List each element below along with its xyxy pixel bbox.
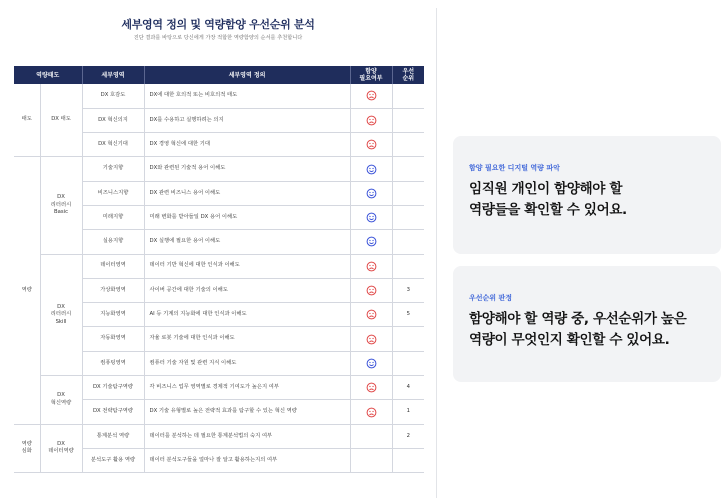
- cell-sub-area: DX 전략탐구역량: [82, 400, 144, 424]
- cell-definition: 자율 로봇 기술에 대한 인식과 이해도: [144, 327, 350, 351]
- cell-need: [350, 108, 392, 132]
- cell-sub-area: 가상화영역: [82, 278, 144, 302]
- card-label-priority: 우선순위 판정: [469, 294, 513, 302]
- group-data-competency: DX 데이터역량: [40, 424, 82, 473]
- header-priority-label: 우선 순위: [402, 68, 415, 82]
- cell-sub-area: 미래지향: [82, 205, 144, 229]
- report-title: 세부영역 정의 및 역량함양 우선순위 분석: [121, 18, 315, 31]
- cell-priority: 4: [392, 376, 424, 400]
- cell-need: [350, 448, 392, 472]
- cell-priority: [392, 108, 424, 132]
- card-label-identify: 함양 필요한 디지털 역량 파악: [469, 164, 560, 172]
- group-literacy-skill: DX 리터러시 Skill: [40, 254, 82, 375]
- cell-definition: DX에 대한 호의적 또는 비호의적 태도: [144, 84, 350, 108]
- sad-face-icon: [366, 261, 377, 272]
- cell-definition: 사이버 공간에 대한 기술의 이해도: [144, 278, 350, 302]
- cell-priority: 5: [392, 303, 424, 327]
- cell-definition: DX와 관련된 기술적 용어 이해도: [144, 157, 350, 181]
- cell-need: [350, 205, 392, 229]
- cell-definition: 각 비즈니스 업무 영역별로 경제적 기여도가 높은지 여부: [144, 376, 350, 400]
- cell-sub-area: 실용지향: [82, 230, 144, 254]
- sad-face-icon: [366, 115, 377, 126]
- cell-need: [350, 424, 392, 448]
- cell-sub-area: DX 혁신의지: [82, 108, 144, 132]
- group-attitude: 태도: [14, 84, 40, 157]
- cell-need: [350, 400, 392, 424]
- vertical-divider: [436, 8, 437, 498]
- group-literacy-basic: DX 리터러시 Basic: [40, 157, 82, 254]
- cell-need: [350, 351, 392, 375]
- cell-definition: DX 실행에 필요한 용어 이해도: [144, 230, 350, 254]
- header-need: [350, 66, 392, 84]
- table-row: [14, 254, 424, 278]
- cell-sub-area: 지능화영역: [82, 303, 144, 327]
- cell-priority: 3: [392, 278, 424, 302]
- table-row: [14, 157, 424, 181]
- competency-table: [14, 66, 424, 473]
- cell-need: [350, 278, 392, 302]
- feature-card-identify: [453, 136, 721, 254]
- cell-sub-area: DX 기술탐구역량: [82, 376, 144, 400]
- cell-need: [350, 254, 392, 278]
- sad-face-icon: [366, 334, 377, 345]
- header-attitude: 역량태도: [14, 66, 82, 84]
- cell-need: [350, 84, 392, 108]
- smile-face-icon: [366, 236, 377, 247]
- smile-face-icon: [366, 188, 377, 199]
- report-subtitle: 진단 결과를 바탕으로 당신에게 가장 적합한 역량함양의 순서를 추천합니다: [133, 35, 303, 41]
- cell-definition: DX 경영 혁신에 대한 기대: [144, 133, 350, 157]
- sad-face-icon: [366, 90, 377, 101]
- cell-sub-area: 비즈니스지향: [82, 181, 144, 205]
- cell-need: [350, 327, 392, 351]
- cell-priority: [392, 84, 424, 108]
- cell-need: [350, 181, 392, 205]
- table-row: [14, 84, 424, 108]
- cell-need: [350, 157, 392, 181]
- card-body-priority: 함양해야 할 역량 중, 우선순위가 높은 역량이 무엇인지 확인할 수 있어요.: [469, 311, 687, 348]
- smile-face-icon: [366, 164, 377, 175]
- header-need-label: 함양 필요여부: [359, 68, 383, 82]
- cell-priority: [392, 254, 424, 278]
- sad-face-icon: [366, 407, 377, 418]
- cell-priority: [392, 230, 424, 254]
- header-priority: [392, 66, 424, 84]
- cell-need: [350, 303, 392, 327]
- cell-sub-area: DX 호감도: [82, 84, 144, 108]
- header-definition: 세부영역 정의: [144, 66, 350, 84]
- cell-definition: 데이터 기반 혁신에 대한 인식과 이해도: [144, 254, 350, 278]
- cell-need: [350, 133, 392, 157]
- cell-priority: [392, 448, 424, 472]
- cell-definition: AI 등 기계의 지능화에 대한 인식과 이해도: [144, 303, 350, 327]
- cell-sub-area: 데이터영역: [82, 254, 144, 278]
- cell-definition: DX 기술 유형별로 높은 전략적 효과를 탐구할 수 있는 혁신 역량: [144, 400, 350, 424]
- sad-face-icon: [366, 139, 377, 150]
- cell-priority: [392, 351, 424, 375]
- cell-definition: 데이터를 분석하는 데 필요한 통계분석법의 숙지 여부: [144, 424, 350, 448]
- group-competency: 역량: [14, 157, 40, 424]
- table-row: [14, 376, 424, 400]
- cell-definition: 미래 변화를 받아들일 DX 용어 이해도: [144, 205, 350, 229]
- cell-sub-area: DX 혁신기대: [82, 133, 144, 157]
- cell-need: [350, 230, 392, 254]
- cell-sub-area: 분석도구 활용 역량: [82, 448, 144, 472]
- cell-sub-area: 기술지향: [82, 157, 144, 181]
- feature-card-priority: [453, 266, 721, 382]
- cell-sub-area: 통계분석 역량: [82, 424, 144, 448]
- group-deepening: 역량 심화: [14, 424, 40, 473]
- sad-face-icon: [366, 285, 377, 296]
- cell-definition: DX를 수용하고 실행하려는 의지: [144, 108, 350, 132]
- cell-priority: [392, 133, 424, 157]
- header-sub-area: 세부영역: [82, 66, 144, 84]
- cell-priority: [392, 205, 424, 229]
- smile-face-icon: [366, 358, 377, 369]
- cell-definition: DX 관련 비즈니스 용어 이해도: [144, 181, 350, 205]
- card-body-identify: 임직원 개인이 함양해야 할 역량들을 확인할 수 있어요.: [469, 181, 627, 218]
- smile-face-icon: [366, 212, 377, 223]
- cell-definition: 데이터 분석도구들을 얼마나 잘 알고 활용하는지의 여부: [144, 448, 350, 472]
- cell-priority: 2: [392, 424, 424, 448]
- cell-sub-area: 자동화영역: [82, 327, 144, 351]
- table-header-row: [14, 66, 424, 84]
- cell-priority: [392, 157, 424, 181]
- sad-face-icon: [366, 382, 377, 393]
- cell-priority: 1: [392, 400, 424, 424]
- cell-priority: [392, 327, 424, 351]
- cell-definition: 컴퓨터 기술 자원 및 관련 지식 이해도: [144, 351, 350, 375]
- sad-face-icon: [366, 309, 377, 320]
- cell-sub-area: 컴퓨팅영역: [82, 351, 144, 375]
- table-row: [14, 424, 424, 448]
- group-dx-attitude: DX 태도: [40, 84, 82, 157]
- group-innovation: DX 혁신역량: [40, 376, 82, 425]
- cell-priority: [392, 181, 424, 205]
- cell-need: [350, 376, 392, 400]
